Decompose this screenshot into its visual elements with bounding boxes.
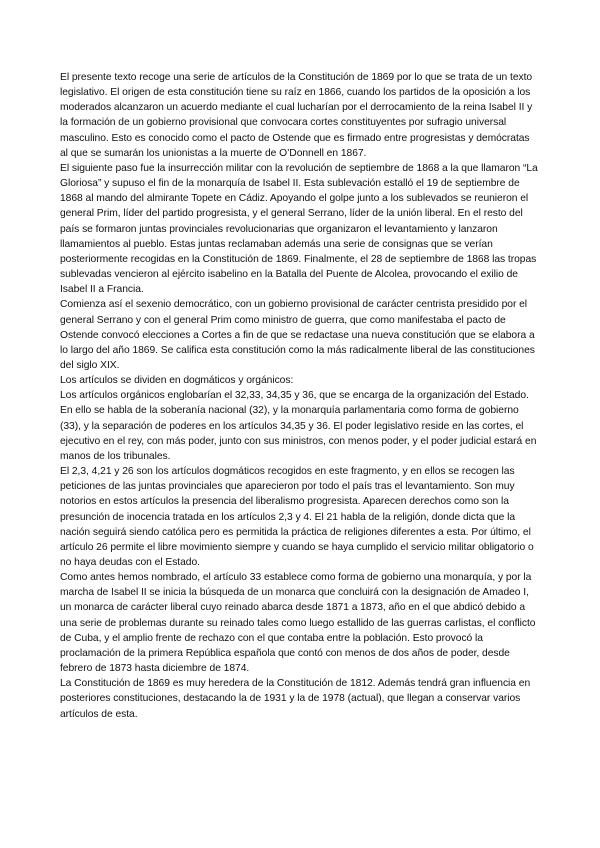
paragraph-6: El 2,3, 4,21 y 26 son los artículos dogmáticos recogidos en este fragmento, y en ellos se recogen las peticiones de las juntas provinciales que aparecieron por todo el país tras el levantamiento. Son muy notorios en estos artículos la presencia del liberalismo progresista. Aparecen derechos como son la presunción de inocencia tratada en los artículos 2,3 y 4. El 21 habla de la religión, donde dicta que la nación seguirá siendo católica pero es permitida la práctica de religiones diferentes a esta. Por último, el artículo 26 permite el libre movimiento siempre y cuando se haya cumplido el servicio militar obligatorio o no haya deudas con el Estado. xyxy=(60,466,534,568)
paragraph-5: Los artículos orgánicos englobarían el 32,33, 34,35 y 36, que se encarga de la organización del Estado. En ello se habla de la soberanía nacional (32), y la monarquía parlamentaria como forma de gobierno (33), y la separación de poderes en los artículos 34,35 y 36. El poder legislativo reside en las cortes, el ejecutivo en el rey, con más poder, junto con sus ministros, con menos poder, y el poder judicial estará en manos de los tribunales. xyxy=(60,390,537,462)
paragraph-7: Como antes hemos nombrado, el artículo 33 establece como forma de gobierno una monarquía, y por la marcha de Isabel II se inicia la búsqueda de un monarca que concluirá con la designación de Amadeo I, un monarca de carácter liberal cuyo reinado abarca desde 1871 a 1873, año en el que abdicó debido a una serie de problemas durante su reinado tales como luego estallido de las guerras carlistas, el conflicto de Cuba, y el amplio frente de rechazo con el que contaba entre la población. Esto provocó la proclamación de la primera República española que contó con menos de dos años de poder, desde febrero de 1873 hasta diciembre de 1874. xyxy=(60,572,536,675)
document-body xyxy=(60,70,540,722)
paragraph-1: El presente texto recoge una serie de artículos de la Constitución de 1869 por lo que se trata de un texto legislativo. El origen de esta constitución tiene su raíz en 1866, cuando los partidos de la oposición a los moderados alcanzaron un acuerdo mediante el cual lucharían por el derrocamiento de la reina Isabel II y la formación de un gobierno provisional que convocara cortes constituyentes por sufragio universal masculino. Esto es conocido como el pacto de Ostende que es firmado entre progresistas y demócratas al que se sumarán los unionistas a la muerte de O’Donnell en 1867. xyxy=(60,72,533,159)
paragraph-3: Comienza así el sexenio democrático, con un gobierno provisional de carácter centrista presidido por el general Serrano y con el general Prim como ministro de guerra, que como manifestaba el pacto de Ostende convocó elecciones a Cortes a fin de que se redactase una nueva constitución que se elabora a lo largo del año 1869. Se califica esta constitución como la más radicalmente liberal de las constituciones del siglo XIX. xyxy=(60,299,535,371)
paragraph-8: La Constitución de 1869 es muy heredera de la Constitución de 1812. Además tendrá gran influencia en posteriores constituciones, destacando la de 1931 y la de 1978 (actual), que llegan a conservar varios artículos de esta. xyxy=(60,678,531,720)
paragraph-4: Los artículos se dividen en dogmáticos y orgánicos: xyxy=(60,375,294,387)
paragraph-2: El siguiente paso fue la insurrección militar con la revolución de septiembre de 1868 a la que llamaron “La Gloriosa” y supuso el fin de la monarquía de Isabel II. Esta sublevación estalló el 19 de septiembre de 1868 al mando del almirante Topete en Cádiz. Apoyando el golpe junto a los sublevados se reunieron el general Prim, líder del partido progresista, y el general Serrano, líder de la unión liberal. En el resto del país se formaron juntas provinciales revolucionarias que organizaron el levantamiento y lanzaron llamamientos al pueblo. Estas juntas reclamaban además una serie de consignas que se verían posteriormente recogidas en la Constitución de 1869. Finalmente, el 28 de septiembre de 1868 las tropas sublevadas vencieron al ejército isabelino en la Batalla del Puente de Alcolea, provocando el exilio de Isabel II a Francia. xyxy=(60,162,538,296)
